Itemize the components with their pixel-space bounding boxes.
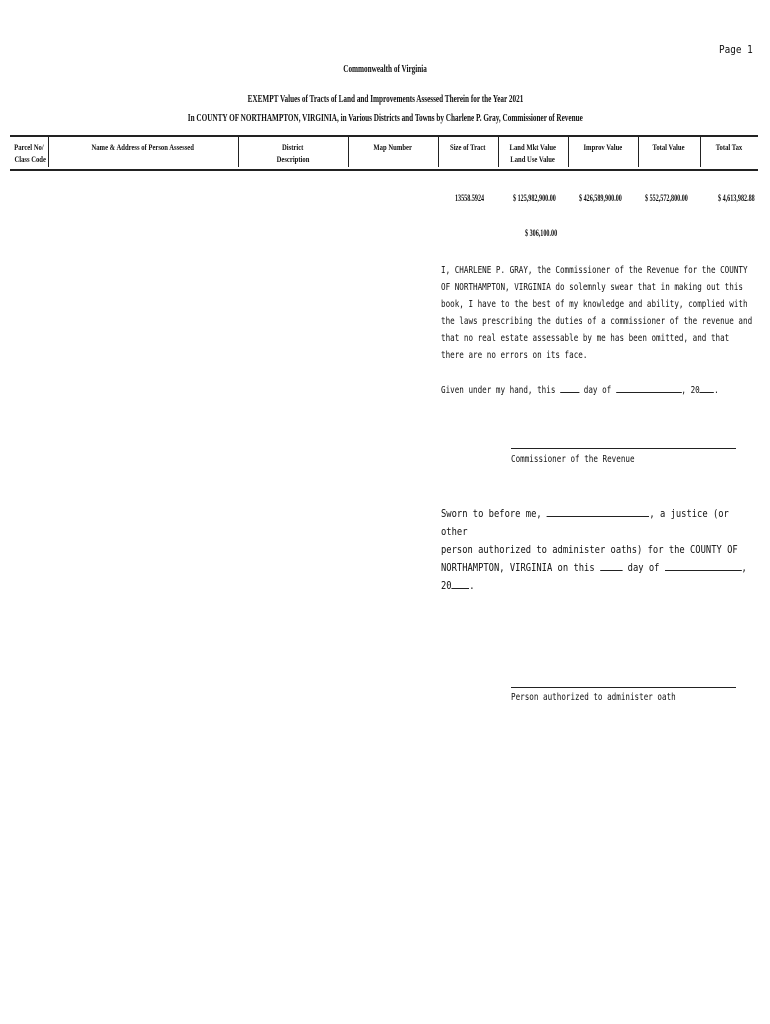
oath-paragraph: I, CHARLENE P. GRAY, the Commissioner of the Revenue for the COUNTY OF NORTHAMPTON, VIRGINIA do solemnly swear that in making out this book, I have to the best of my knowledge and ability, complied with the laws prescribing the duties of a commissioner of the revenue and that no real estate assessable by me has been omitted, and that there are no errors on its face. (441, 265, 753, 361)
commissioner-caption: Commissioner of the Revenue (511, 454, 635, 465)
col-land-value: Land Mkt Value Land Use Value (509, 142, 557, 164)
given-under-hand: Given under my hand, this day of , 20 . (441, 381, 719, 399)
col-map-number: Map Number (373, 142, 413, 152)
title-county: In COUNTY OF NORTHAMPTON, VIRGINIA, in Various Districts and Towns by Charlene P. Gray, Commissioner of Revenue (187, 113, 583, 124)
sworn-paragraph: Sworn to before me, , a justice (or other person authorized to administer oaths) for the COUNTY OF NORTHAMPTON, VIRGINIA on this day of , 20 . (441, 507, 747, 592)
title-report: EXEMPT Values of Tracts of Land and Improvements Assessed Therein for the Year 2021 (247, 94, 523, 105)
total-improv-value: $ 426,589,900.00 (579, 193, 622, 203)
commissioner-signature-line (511, 448, 736, 449)
col-total-value: Total Value (652, 142, 686, 152)
col-improv-value: Improv Value (583, 142, 623, 152)
total-total-value: $ 552,572,800.00 (645, 193, 688, 203)
table-header (10, 135, 758, 171)
col-total-tax: Total Tax (715, 142, 743, 152)
total-total-tax: $ 4,613,982.88 (718, 193, 755, 203)
total-land-mkt-value: $ 125,982,900.00 (513, 193, 556, 203)
page-number: Page 1 (719, 43, 753, 56)
oath-signature-line (511, 687, 736, 688)
col-district: District Description (276, 142, 310, 164)
total-size-of-tract: 13558.5924 (455, 193, 485, 203)
total-land-use-value: $ 306,100.00 (525, 228, 558, 238)
col-parcel: Parcel No/ Class Code (14, 142, 46, 164)
col-name-address: Name & Address of Person Assessed (91, 142, 195, 152)
title-commonwealth: Commonwealth of Virginia (343, 64, 427, 75)
col-size-of-tract: Size of Tract (450, 142, 486, 152)
oath-caption: Person authorized to administer oath (511, 692, 676, 703)
